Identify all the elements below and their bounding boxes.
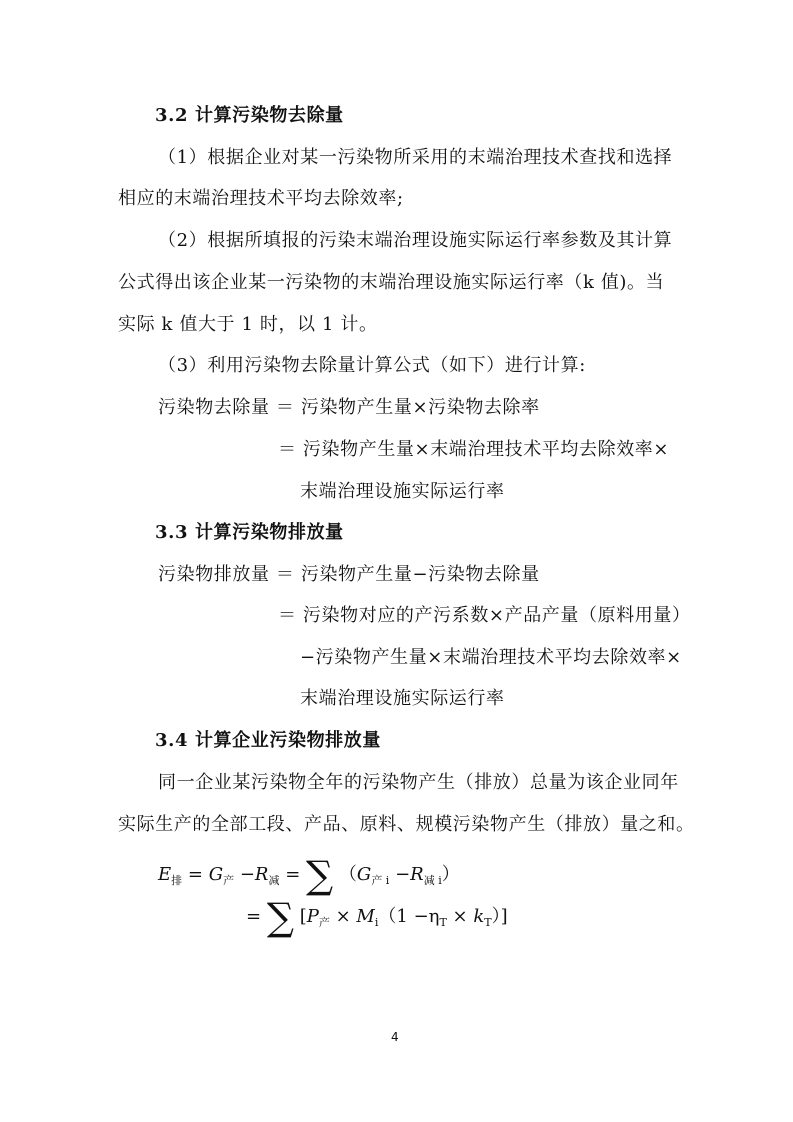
eq-symbol-M: M bbox=[356, 906, 375, 927]
eq-minus: − bbox=[413, 906, 429, 927]
section-heading-3-4: 3.4 计算企业污染物排放量 bbox=[155, 730, 381, 751]
paragraph-line: 实际生产的全部工段、产品、原料、规模污染物产生（排放）量之和。 bbox=[118, 814, 695, 835]
eq-paren: （1 bbox=[378, 906, 408, 927]
eq-subscript: 减 i bbox=[423, 874, 442, 887]
eq-symbol-k: k bbox=[473, 906, 485, 927]
eq-minus: − bbox=[395, 864, 411, 885]
eq-symbol-R: R bbox=[410, 864, 424, 885]
paragraph-line: 同一企业某污染物全年的污染物产生（排放）总量为该企业同年 bbox=[158, 772, 679, 793]
sigma-symbol: ∑ bbox=[266, 895, 294, 939]
eq-bracket: ）] bbox=[491, 906, 508, 927]
eq-symbol-R: R bbox=[254, 864, 269, 885]
paragraph-line: （3）利用污染物去除量计算公式（如下）进行计算: bbox=[158, 355, 586, 376]
equation-line-1 bbox=[158, 853, 460, 897]
eq-subscript: 排 bbox=[171, 874, 183, 887]
eq-subscript: 减 bbox=[268, 874, 280, 887]
section-heading-3-3: 3.3 计算污染物排放量 bbox=[155, 522, 344, 543]
formula-line: 污染物排放量 ＝ 污染物产生量−污染物去除量 bbox=[158, 564, 540, 585]
sigma-symbol: ∑ bbox=[306, 853, 334, 897]
eq-minus: − bbox=[239, 864, 255, 885]
eq-paren: ） bbox=[441, 864, 460, 885]
formula-line: ＝ 污染物对应的产污系数×产品产量（原料用量） bbox=[278, 605, 691, 626]
paragraph-line: 相应的末端治理技术平均去除效率; bbox=[118, 188, 404, 209]
eq-subscript: 产 i bbox=[371, 874, 390, 887]
paragraph-line: 实际 k 值大于 1 时，以 1 计。 bbox=[118, 314, 378, 335]
formula-line: 污染物去除量 ＝ 污染物产生量×污染物去除率 bbox=[158, 397, 540, 418]
eq-bracket: [ bbox=[299, 906, 307, 927]
page-number: 4 bbox=[391, 1030, 399, 1044]
eq-times: × bbox=[335, 906, 351, 927]
eq-equals: = bbox=[285, 864, 301, 885]
formula-line: 末端治理设施实际运行率 bbox=[300, 688, 505, 709]
section-heading-3-2: 3.2 计算污染物去除量 bbox=[155, 105, 344, 126]
eq-symbol-P: P bbox=[306, 906, 319, 927]
paragraph-line: 公式得出该企业某一污染物的末端治理设施实际运行率（k 值)。当 bbox=[118, 272, 665, 293]
eq-symbol-E: E bbox=[158, 864, 172, 885]
paragraph-line: （2）根据所填报的污染末端治理设施实际运行率参数及其计算 bbox=[158, 230, 673, 251]
eq-equals: = bbox=[187, 864, 203, 885]
eq-symbol-eta: η bbox=[428, 906, 440, 927]
eq-subscript: T bbox=[439, 916, 447, 929]
eq-times: × bbox=[452, 906, 468, 927]
formula-line: 末端治理设施实际运行率 bbox=[300, 481, 505, 502]
paragraph-line: （1）根据企业对某一污染物所采用的末端治理技术查找和选择 bbox=[158, 147, 673, 168]
eq-subscript: 产 bbox=[318, 916, 330, 929]
eq-subscript: i bbox=[374, 916, 379, 929]
eq-subscript: T bbox=[484, 916, 492, 929]
eq-paren: （ bbox=[338, 864, 357, 885]
eq-symbol-G: G bbox=[208, 864, 224, 885]
formula-line: ＝ 污染物产生量×末端治理技术平均去除效率× bbox=[278, 439, 670, 460]
eq-equals: = bbox=[246, 906, 262, 927]
eq-symbol-G: G bbox=[356, 864, 372, 885]
equation-line-2 bbox=[246, 895, 508, 939]
eq-subscript: 产 bbox=[223, 874, 235, 887]
formula-line: −污染物产生量×末端治理技术平均去除效率× bbox=[300, 647, 682, 668]
